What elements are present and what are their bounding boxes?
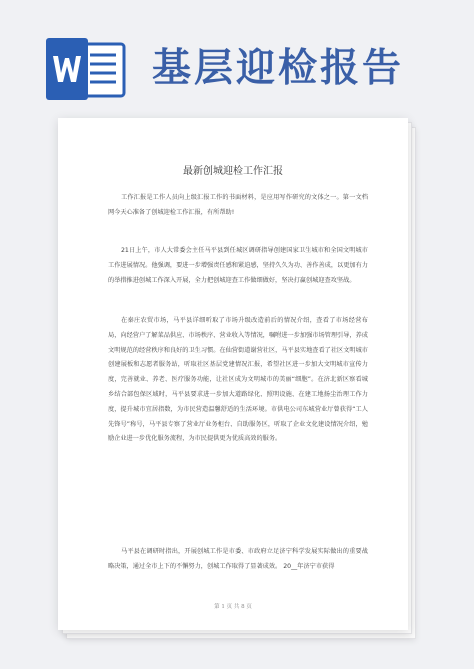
document-title: 最新创城迎检工作汇报 [183,166,283,177]
page-number: 第 1 页 共 8 页 [214,604,252,610]
document-preview [58,118,416,639]
word-document-icon [44,38,128,100]
paragraph-intro: 工作汇报是工作人员向上级汇报工作的书面材料，是应用写作研究的文体之一。第一文档网今天心准备了创城迎检工作汇报，有所帮助! [108,194,368,216]
paragraph-3: 在秦庄农贸市场，马平县详细听取了市场升级改造前后的情况介绍，查看了市场经营布局，向经营户了解菜品供应、市场秩序、营业收入等情况，嘱咐进一步加强市场管理引导，养成文明规范的经营秩序和良好的卫生习惯。在仙营街道谢营社区，马平县实地查看了社区文明城市创建展板和志愿者服务站，听取社区基层党建情况汇报，希望社区进一步加大文明城市宣传力度，完善就业、养老、医疗服务功能，让社区成为文明城市的美丽“细胞”。在济北新区察看城乡结合部包保区域时，马平县要求进一步加大道路绿化、照明设施、在建工地扬尘治理工作力度，提升城市宜居指数，为市民营造温馨舒适的生活环境。市供电公司东城营业厅曾获得“工人先锋号”称号，马平县专察了营业厅业务柜台、自助服务区，听取了企业文化建设情况介绍，勉励企业进一步优化服务流程，为市民提供更为优质高效的服务。 [108,317,368,443]
paragraph-2: 21日上午，市人大常委会主任马平县到任城区调研指导创建国家卫生城市和全国文明城市工作进展情况。他强调，要进一步增强责任感和紧迫感，坚持久久为功、善作善成，以更加有力的举措推进创城工作深入开展，全力把创城迎查工作做细做好，坚决打赢创城迎查攻坚战。 [108,247,368,284]
banner [0,0,474,120]
paragraph-4: 马平县在调研时指出，开展创城工作是市委、市政府立足济宁科学发展实际做出的重要战略决策，通过全市上下的不懈努力，创城工作取得了显著成效。 20__年济宁市获得 [108,548,368,570]
banner-title: 基层迎检报告 [152,46,405,91]
document-page [58,118,408,630]
